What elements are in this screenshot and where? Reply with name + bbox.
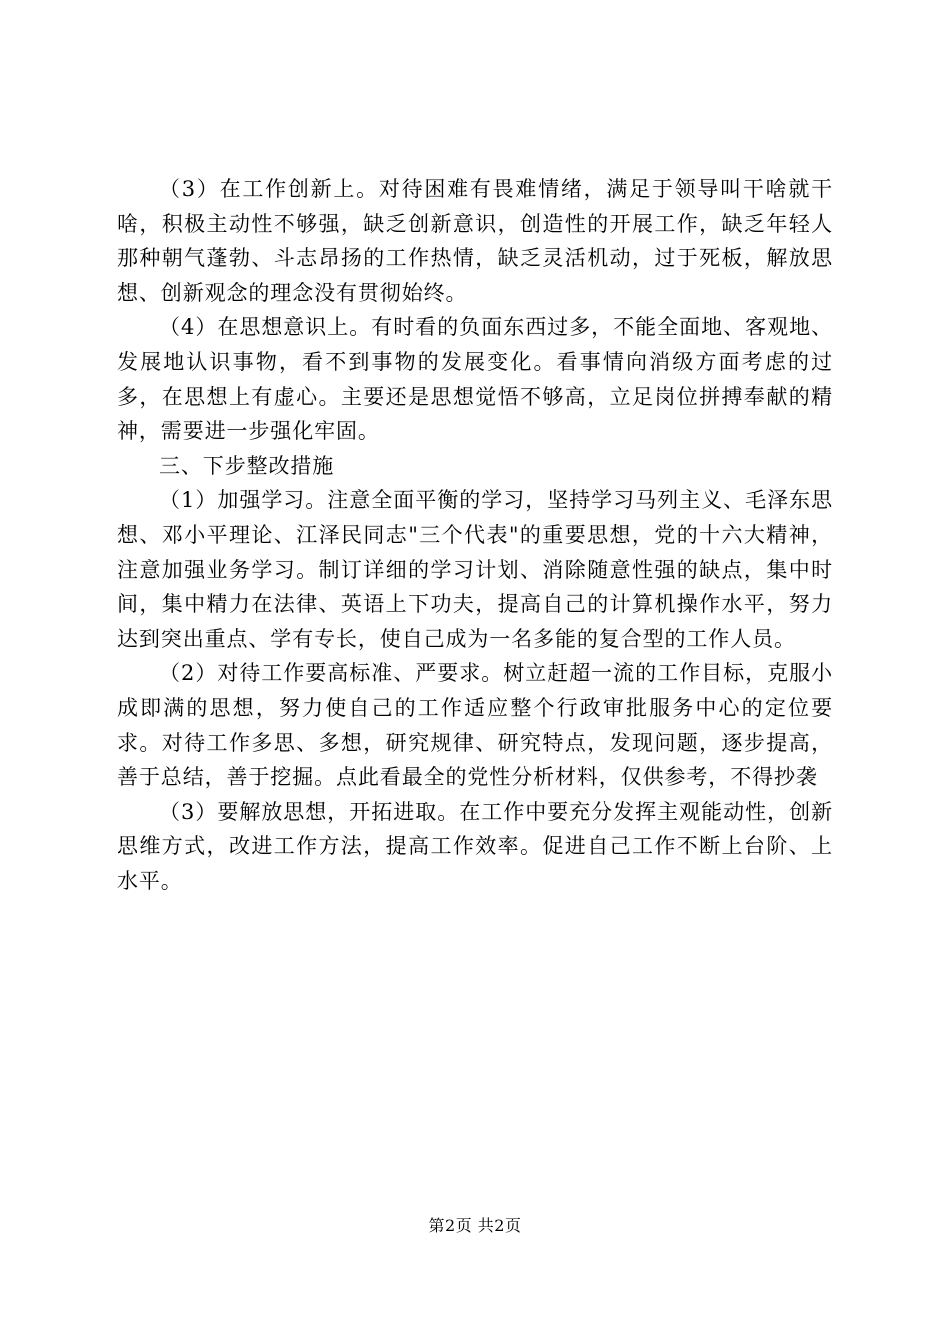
paragraph-ideological-awareness: （4）在思想意识上。有时看的负面东西过多，不能全面地、客观地、发展地认识事物，看不到事物的发展变化。看事情向消级方面考虑的过多，在思想上有虚心。主要还是思想觉悟不够高，立足岗位拼搏奉献的精神，需要进一步强化牢固。: [117, 315, 833, 444]
document-body: [117, 172, 833, 898]
paragraph-work-innovation: （3）在工作创新上。对待困难有畏难情绪，满足于领导叫干啥就干啥，积极主动性不够强，缺乏创新意识，创造性的开展工作，缺乏年轻人那种朝气蓬勃、斗志昂扬的工作热情，缺乏灵活机动，过于死板，解放思想、创新观念的理念没有贯彻始终。: [117, 177, 833, 305]
measure-high-standards: （2）对待工作要高标准、严要求。树立赶超一流的工作目标，克服小成即满的思想，努力使自己的工作适应整个行政审批服务中心的定位要求。对待工作多思、多想，研究规律、研究特点，发现问题，逐步提高，善于总结，善于挖掘。点此看最全的党性分析材料，仅供参考，不得抄袭: [117, 661, 833, 790]
measure-emancipate-mind: （3）要解放思想，开拓进取。在工作中要充分发挥主观能动性，创新思维方式，改进工作方法，提高工作效率。促进自己工作不断上台阶、上水平。: [117, 799, 833, 893]
section-heading-rectification: 三、下步整改措施: [159, 453, 335, 478]
page-footer: 第2页 共2页: [428, 1216, 522, 1235]
measure-strengthen-study: （1）加强学习。注意全面平衡的学习，坚持学习马列主义、毛泽东思想、邓小平理论、江泽民同志"三个代表"的重要思想，党的十六大精神，注意加强业务学习。制订详细的学习计划、消除随意性强的缺点，集中时间，集中精力在法律、英语上下功夫，提高自己的计算机操作水平，努力达到突出重点、学有专长，使自己成为一名多能的复合型的工作人员。: [117, 488, 833, 651]
